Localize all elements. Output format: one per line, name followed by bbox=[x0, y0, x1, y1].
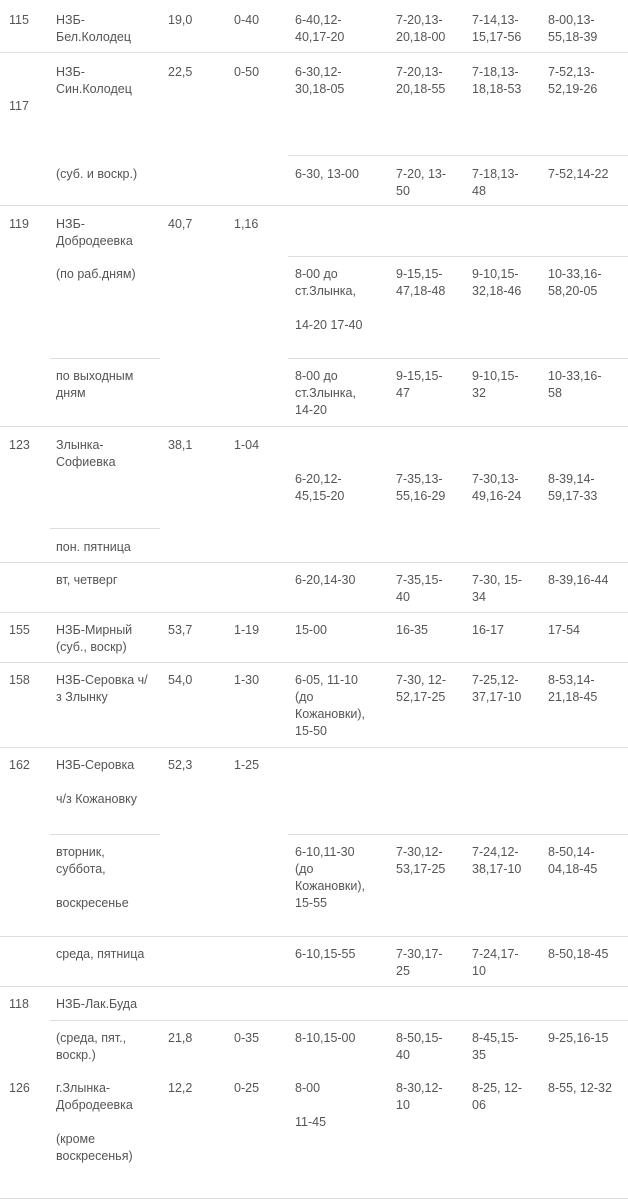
departure-times: 8-10,15-00 bbox=[295, 1031, 356, 1045]
departure-times: (до bbox=[295, 690, 314, 704]
times-col-1: 50 bbox=[396, 184, 410, 198]
times-col-3: 52,19-26 bbox=[548, 82, 598, 96]
row-divider bbox=[0, 52, 628, 53]
departure-times: 30,18-05 bbox=[295, 82, 345, 96]
times-col-2: 7-14,13- bbox=[472, 13, 519, 27]
route-number: 123 bbox=[9, 438, 30, 452]
departure-times: 6-20,12- bbox=[295, 472, 342, 486]
times-col-1: 7-35,15- bbox=[396, 573, 443, 587]
distance: 12,2 bbox=[168, 1081, 193, 1095]
times-col-2: 7-24,17- bbox=[472, 947, 519, 961]
travel-time: 1-19 bbox=[234, 623, 260, 637]
times-col-1: 8-30,12- bbox=[396, 1081, 443, 1095]
times-col-3: 17-54 bbox=[548, 623, 580, 637]
route-name: Добродеевка bbox=[56, 234, 133, 248]
travel-time: 0-25 bbox=[234, 1081, 260, 1095]
route-name: НЗБ-Лак.Буда bbox=[56, 997, 138, 1011]
times-col-1: 8-50,15- bbox=[396, 1031, 443, 1045]
distance: 22,5 bbox=[168, 65, 193, 79]
times-col-3: 21,18-45 bbox=[548, 690, 598, 704]
times-col-2: 15,17-56 bbox=[472, 30, 522, 44]
times-col-1: 7-20,13- bbox=[396, 13, 443, 27]
route-name: (кроме bbox=[56, 1132, 96, 1146]
row-divider bbox=[0, 205, 628, 206]
travel-time: 1-25 bbox=[234, 758, 260, 772]
travel-time: 0-40 bbox=[234, 13, 260, 27]
route-name: вторник, bbox=[56, 845, 105, 859]
times-col-3: 04,18-45 bbox=[548, 862, 598, 876]
route-number: 158 bbox=[9, 673, 30, 687]
distance: 21,8 bbox=[168, 1031, 193, 1045]
times-col-1: 7-30,12- bbox=[396, 845, 443, 859]
route-number: 126 bbox=[9, 1081, 30, 1095]
times-col-2: 9-10,15- bbox=[472, 369, 519, 383]
route-name: пон. пятница bbox=[56, 540, 131, 554]
route-name: Добродеевка bbox=[56, 1098, 133, 1112]
times-col-1: 7-20,13- bbox=[396, 65, 443, 79]
row-divider bbox=[50, 358, 160, 359]
route-name: дням bbox=[56, 386, 86, 400]
departure-times: 8-00 до bbox=[295, 267, 338, 281]
route-name: суббота, bbox=[56, 862, 106, 876]
times-col-3: 8-39,16-44 bbox=[548, 573, 609, 587]
row-divider bbox=[0, 426, 628, 427]
times-col-3: 8-53,14- bbox=[548, 673, 595, 687]
times-col-3: 8-39,14- bbox=[548, 472, 595, 486]
times-col-1: 7-30, 12- bbox=[396, 673, 447, 687]
times-col-2: 7-18,13- bbox=[472, 167, 519, 181]
times-col-1: 7-35,13- bbox=[396, 472, 443, 486]
row-divider bbox=[0, 562, 628, 563]
distance: 53,7 bbox=[168, 623, 193, 637]
route-name: Син.Колодец bbox=[56, 82, 132, 96]
times-col-3: 55,18-39 bbox=[548, 30, 598, 44]
times-col-1: 55,16-29 bbox=[396, 489, 446, 503]
times-col-2: 7-25,12- bbox=[472, 673, 519, 687]
times-col-2: 38,17-10 bbox=[472, 862, 522, 876]
times-col-2: 35 bbox=[472, 1048, 486, 1062]
departure-times: ст.Злынка, bbox=[295, 284, 356, 298]
route-name: НЗБ- bbox=[56, 13, 85, 27]
departure-times: 6-10,15-55 bbox=[295, 947, 356, 961]
route-name: среда, пятница bbox=[56, 947, 145, 961]
times-col-1: 25 bbox=[396, 964, 410, 978]
travel-time: 0-50 bbox=[234, 65, 260, 79]
distance: 54,0 bbox=[168, 673, 193, 687]
times-col-3: 8-50,18-45 bbox=[548, 947, 609, 961]
times-col-1: 10 bbox=[396, 1098, 410, 1112]
times-col-2: 34 bbox=[472, 590, 486, 604]
row-divider bbox=[50, 528, 160, 529]
departure-times: 15-00 bbox=[295, 623, 327, 637]
departure-times: 14-20 17-40 bbox=[295, 318, 363, 332]
row-divider bbox=[288, 834, 628, 835]
row-divider bbox=[0, 747, 628, 748]
times-col-2: 48 bbox=[472, 184, 486, 198]
route-name: воскресенья) bbox=[56, 1149, 133, 1163]
times-col-3: 58 bbox=[548, 386, 562, 400]
route-name: вт, четверг bbox=[56, 573, 118, 587]
times-col-3: 58,20-05 bbox=[548, 284, 598, 298]
times-col-3: 8-00,13- bbox=[548, 13, 595, 27]
row-divider bbox=[50, 834, 160, 835]
times-col-2: 7-18,13- bbox=[472, 65, 519, 79]
times-col-1: 9-15,15- bbox=[396, 267, 443, 281]
route-name: з Злынку bbox=[56, 690, 108, 704]
route-name: (суб., воскр) bbox=[56, 640, 127, 654]
row-divider bbox=[0, 662, 628, 663]
departure-times: 6-20,14-30 bbox=[295, 573, 356, 587]
times-col-2: 7-30, 15- bbox=[472, 573, 523, 587]
times-col-1: 53,17-25 bbox=[396, 862, 446, 876]
departure-times: 11-45 bbox=[295, 1115, 327, 1129]
times-col-3: 8-50,14- bbox=[548, 845, 595, 859]
departure-times: ст.Злынка, bbox=[295, 386, 356, 400]
route-name: ч/з Кожановку bbox=[56, 792, 137, 806]
route-name: (среда, пят., bbox=[56, 1031, 127, 1045]
travel-time: 1-30 bbox=[234, 673, 260, 687]
route-name: НЗБ-Мирный bbox=[56, 623, 133, 637]
times-col-1: 40 bbox=[396, 1048, 410, 1062]
route-number: 117 bbox=[9, 99, 29, 113]
row-divider bbox=[50, 1020, 628, 1021]
departure-times: 6-10,11-30 bbox=[295, 845, 355, 859]
times-col-3: 9-25,16-15 bbox=[548, 1031, 609, 1045]
times-col-3: 59,17-33 bbox=[548, 489, 598, 503]
row-divider bbox=[0, 986, 628, 987]
route-name: НЗБ- bbox=[56, 217, 85, 231]
departure-times: Кожановки), bbox=[295, 879, 365, 893]
departure-times: (до bbox=[295, 862, 314, 876]
route-name: (по раб.дням) bbox=[56, 267, 136, 281]
times-col-1: 9-15,15- bbox=[396, 369, 443, 383]
times-col-3: 8-55, 12-32 bbox=[548, 1081, 612, 1095]
departure-times: 15-55 bbox=[295, 896, 327, 910]
departure-times: 6-05, 11-10 bbox=[295, 673, 359, 687]
route-name: г.Злынка- bbox=[56, 1081, 111, 1095]
times-col-2: 10 bbox=[472, 964, 486, 978]
distance: 38,1 bbox=[168, 438, 193, 452]
departure-times: 8-00 bbox=[295, 1081, 321, 1095]
times-col-2: 37,17-10 bbox=[472, 690, 522, 704]
times-col-2: 32 bbox=[472, 386, 486, 400]
departure-times: 6-40,12- bbox=[295, 13, 342, 27]
travel-time: 1-04 bbox=[234, 438, 260, 452]
times-col-2: 18,18-53 bbox=[472, 82, 522, 96]
times-col-2: 32,18-46 bbox=[472, 284, 522, 298]
route-name: НЗБ-Серовка ч/ bbox=[56, 673, 148, 687]
travel-time: 0-35 bbox=[234, 1031, 260, 1045]
route-name: Софиевка bbox=[56, 455, 116, 469]
row-divider bbox=[0, 612, 628, 613]
departure-times: 40,17-20 bbox=[295, 30, 345, 44]
times-col-1: 7-30,17- bbox=[396, 947, 443, 961]
travel-time: 1,16 bbox=[234, 217, 259, 231]
times-col-1: 52,17-25 bbox=[396, 690, 446, 704]
row-divider bbox=[288, 358, 628, 359]
times-col-3: 10-33,16- bbox=[548, 267, 602, 281]
route-name: по выходным bbox=[56, 369, 134, 383]
times-col-1: 16-35 bbox=[396, 623, 428, 637]
route-name: НЗБ-Серовка bbox=[56, 758, 135, 772]
times-col-1: 20,18-00 bbox=[396, 30, 446, 44]
times-col-1: 47,18-48 bbox=[396, 284, 446, 298]
departure-times: 45,15-20 bbox=[295, 489, 345, 503]
row-divider bbox=[0, 936, 628, 937]
times-col-3: 10-33,16- bbox=[548, 369, 602, 383]
route-number: 155 bbox=[9, 623, 30, 637]
route-name: Злынка- bbox=[56, 438, 104, 452]
table-bottom-border bbox=[0, 1198, 628, 1199]
times-col-2: 06 bbox=[472, 1098, 486, 1112]
times-col-3: 7-52,13- bbox=[548, 65, 595, 79]
times-col-2: 9-10,15- bbox=[472, 267, 519, 281]
times-col-2: 8-25, 12- bbox=[472, 1081, 523, 1095]
distance: 19,0 bbox=[168, 13, 193, 27]
departure-times: 6-30,12- bbox=[295, 65, 342, 79]
departure-times: Кожановки), bbox=[295, 707, 365, 721]
departure-times: 6-30, 13-00 bbox=[295, 167, 359, 181]
times-col-3: 7-52,14-22 bbox=[548, 167, 609, 181]
times-col-1: 47 bbox=[396, 386, 410, 400]
row-divider bbox=[288, 155, 628, 156]
route-number: 118 bbox=[9, 997, 29, 1011]
distance: 52,3 bbox=[168, 758, 193, 772]
departure-times: 8-00 до bbox=[295, 369, 338, 383]
times-col-2: 8-45,15- bbox=[472, 1031, 519, 1045]
times-col-2: 49,16-24 bbox=[472, 489, 522, 503]
route-name: Бел.Колодец bbox=[56, 30, 131, 44]
departure-times: 14-20 bbox=[295, 403, 327, 417]
times-col-2: 7-24,12- bbox=[472, 845, 519, 859]
distance: 40,7 bbox=[168, 217, 193, 231]
route-name: НЗБ- bbox=[56, 65, 85, 79]
times-col-1: 20,18-55 bbox=[396, 82, 446, 96]
route-number: 115 bbox=[9, 13, 29, 27]
times-col-2: 16-17 bbox=[472, 623, 504, 637]
route-name: воскресенье bbox=[56, 896, 129, 910]
times-col-2: 7-30,13- bbox=[472, 472, 519, 486]
times-col-1: 7-20, 13- bbox=[396, 167, 447, 181]
departure-times: 15-50 bbox=[295, 724, 327, 738]
route-number: 119 bbox=[9, 217, 29, 231]
route-name: воскр.) bbox=[56, 1048, 96, 1062]
route-name: (суб. и воскр.) bbox=[56, 167, 138, 181]
times-col-1: 40 bbox=[396, 590, 410, 604]
route-number: 162 bbox=[9, 758, 30, 772]
row-divider bbox=[288, 256, 628, 257]
